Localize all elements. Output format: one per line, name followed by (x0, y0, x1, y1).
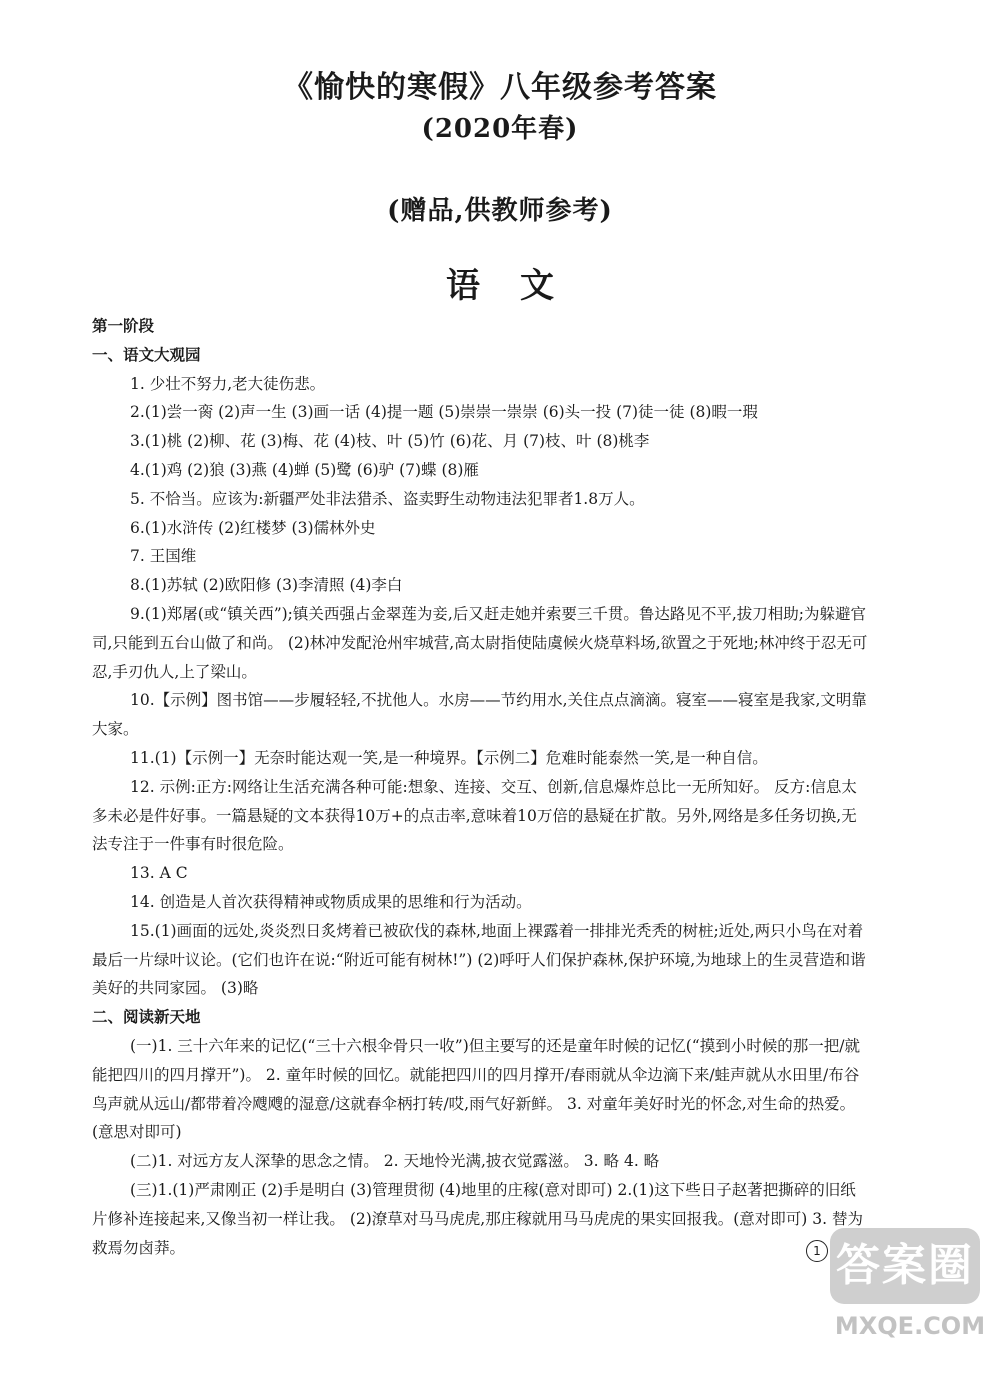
year-subtitle: (2020年春) (421, 114, 579, 144)
stage-heading: 第一阶段 (92, 316, 155, 335)
page-number: 1 (806, 1240, 828, 1262)
answer-item: 7. 王国维 (130, 547, 197, 566)
answer-item: (三)1.(1)严肃刚正 (2)手是明白 (3)管理贯彻 (4)地里的庄稼(意对即可) 2.(1)这下些日子赵著把撕碎的旧纸片修补连接起来,又像当初一样让我。 (2)潦草对马马虎虎,那庄稼就用马马虎虎的果实回报我。(意对即可) 3. 替为救焉勿卤莽。 (92, 1180, 863, 1257)
answer-item: 14. 创造是人首次获得精神或物质成果的思维和行为活动。 (130, 892, 532, 911)
watermark (830, 1228, 990, 1378)
answer-item: 9.(1)郑屠(或“镇关西”);镇关西强占金翠莲为妾,后又赶走她并索要三千贯。鲁达路见不平,拔刀相助;为躲避官司,只能到五台山做了和尚。 (2)林冲发配沧州牢城营,高太尉指使陆虞候火烧草料场,欲置之于死地;林冲终于忍无可忍,手刃仇人,上了梁山。 (92, 604, 868, 681)
answer-item: 13. A C (130, 864, 188, 883)
answer-title: 《愉快的寒假》八年级参考答案 (283, 70, 717, 105)
answer-item: (二)1. 对远方友人深挚的思念之情。 2. 天地怜光满,披衣觉露滋。 3. 略 4. 略 (130, 1152, 660, 1171)
section-heading-1: 一、语文大观园 (92, 344, 201, 364)
answer-item: 6.(1)水浒传 (2)红楼梦 (3)儒林外史 (130, 518, 376, 537)
answer-item: 2.(1)尝一脔 (2)声一生 (3)画一话 (4)提一题 (5)崇崇一崇崇 (6)头一投 (7)徒一徒 (8)暇一瑕 (130, 403, 758, 422)
subject-heading: 语文 (446, 266, 594, 306)
answer-item: 8.(1)苏轼 (2)欧阳修 (3)李清照 (4)李白 (130, 576, 403, 595)
answer-item: 3.(1)桃 (2)柳、花 (3)梅、花 (4)枝、叶 (5)竹 (6)花、月 (7)枝、叶 (8)桃李 (130, 432, 650, 451)
section-heading-2: 二、阅读新天地 (92, 1007, 201, 1027)
answer-item: 4.(1)鸡 (2)狼 (3)燕 (4)蝉 (5)鹭 (6)驴 (7)蝶 (8)雁 (130, 460, 479, 479)
answer-item: (一)1. 三十六年来的记忆(“三十六根伞骨只一收”)但主要写的还是童年时候的记忆(“摸到小时候的那一把/就能把四川的四月撑开”)。 2. 童年时候的回忆。就能把四川的四月撑开/春雨就从伞边滴下来/蛙声就从水田里/布谷鸟声就从远山/都带着冷飕飕的湿意/这就春伞柄打转/哎,雨气好新鲜。 3. 对童年美好时光的怀念,对生命的热爱。(意思对即可) (92, 1036, 860, 1142)
answer-item: 1. 少壮不努力,老大徒伤悲。 (130, 374, 326, 393)
answer-content (92, 312, 868, 1262)
answer-item: 5. 不恰当。应该为:新疆严处非法猎杀、盗卖野生动物违法犯罪者1.8万人。 (130, 489, 645, 508)
answer-item: 11.(1)【示例一】无奈时能达观一笑,是一种境界。【示例二】危难时能泰然一笑,是一种自信。 (130, 748, 768, 767)
answer-item: 10.【示例】图书馆——步履轻轻,不扰他人。水房——节约用水,关住点点滴滴。寝室——寝室是我家,文明靠大家。 (92, 691, 867, 739)
answer-item: 12. 示例:正方:网络让生活充满各种可能:想象、连接、交互、创新,信息爆炸总比一无所知好。 反方:信息太多未必是件好事。一篇悬疑的文本获得10万+的点击率,意味着10万倍的悬疑在扩散。另外,网络是多任务切换,无法专注于一件事有时很危险。 (92, 777, 857, 854)
watermark-logo: 答案圈 (830, 1228, 980, 1304)
teacher-note: (赠品,供教师参考) (387, 196, 613, 226)
answer-item: 15.(1)画面的远处,炎炎烈日炙烤着已被砍伐的森林,地面上裸露着一排排光秃秃的树桩;近处,两只小鸟在对着最后一片绿叶议论。(它们也许在说:“附近可能有树林!”) (2)呼吁人们保护森林,保护环境,为地球上的生灵营造和谐美好的共同家园。 (3)略 (92, 921, 866, 998)
watermark-url: MXQE.COM (834, 1312, 986, 1340)
